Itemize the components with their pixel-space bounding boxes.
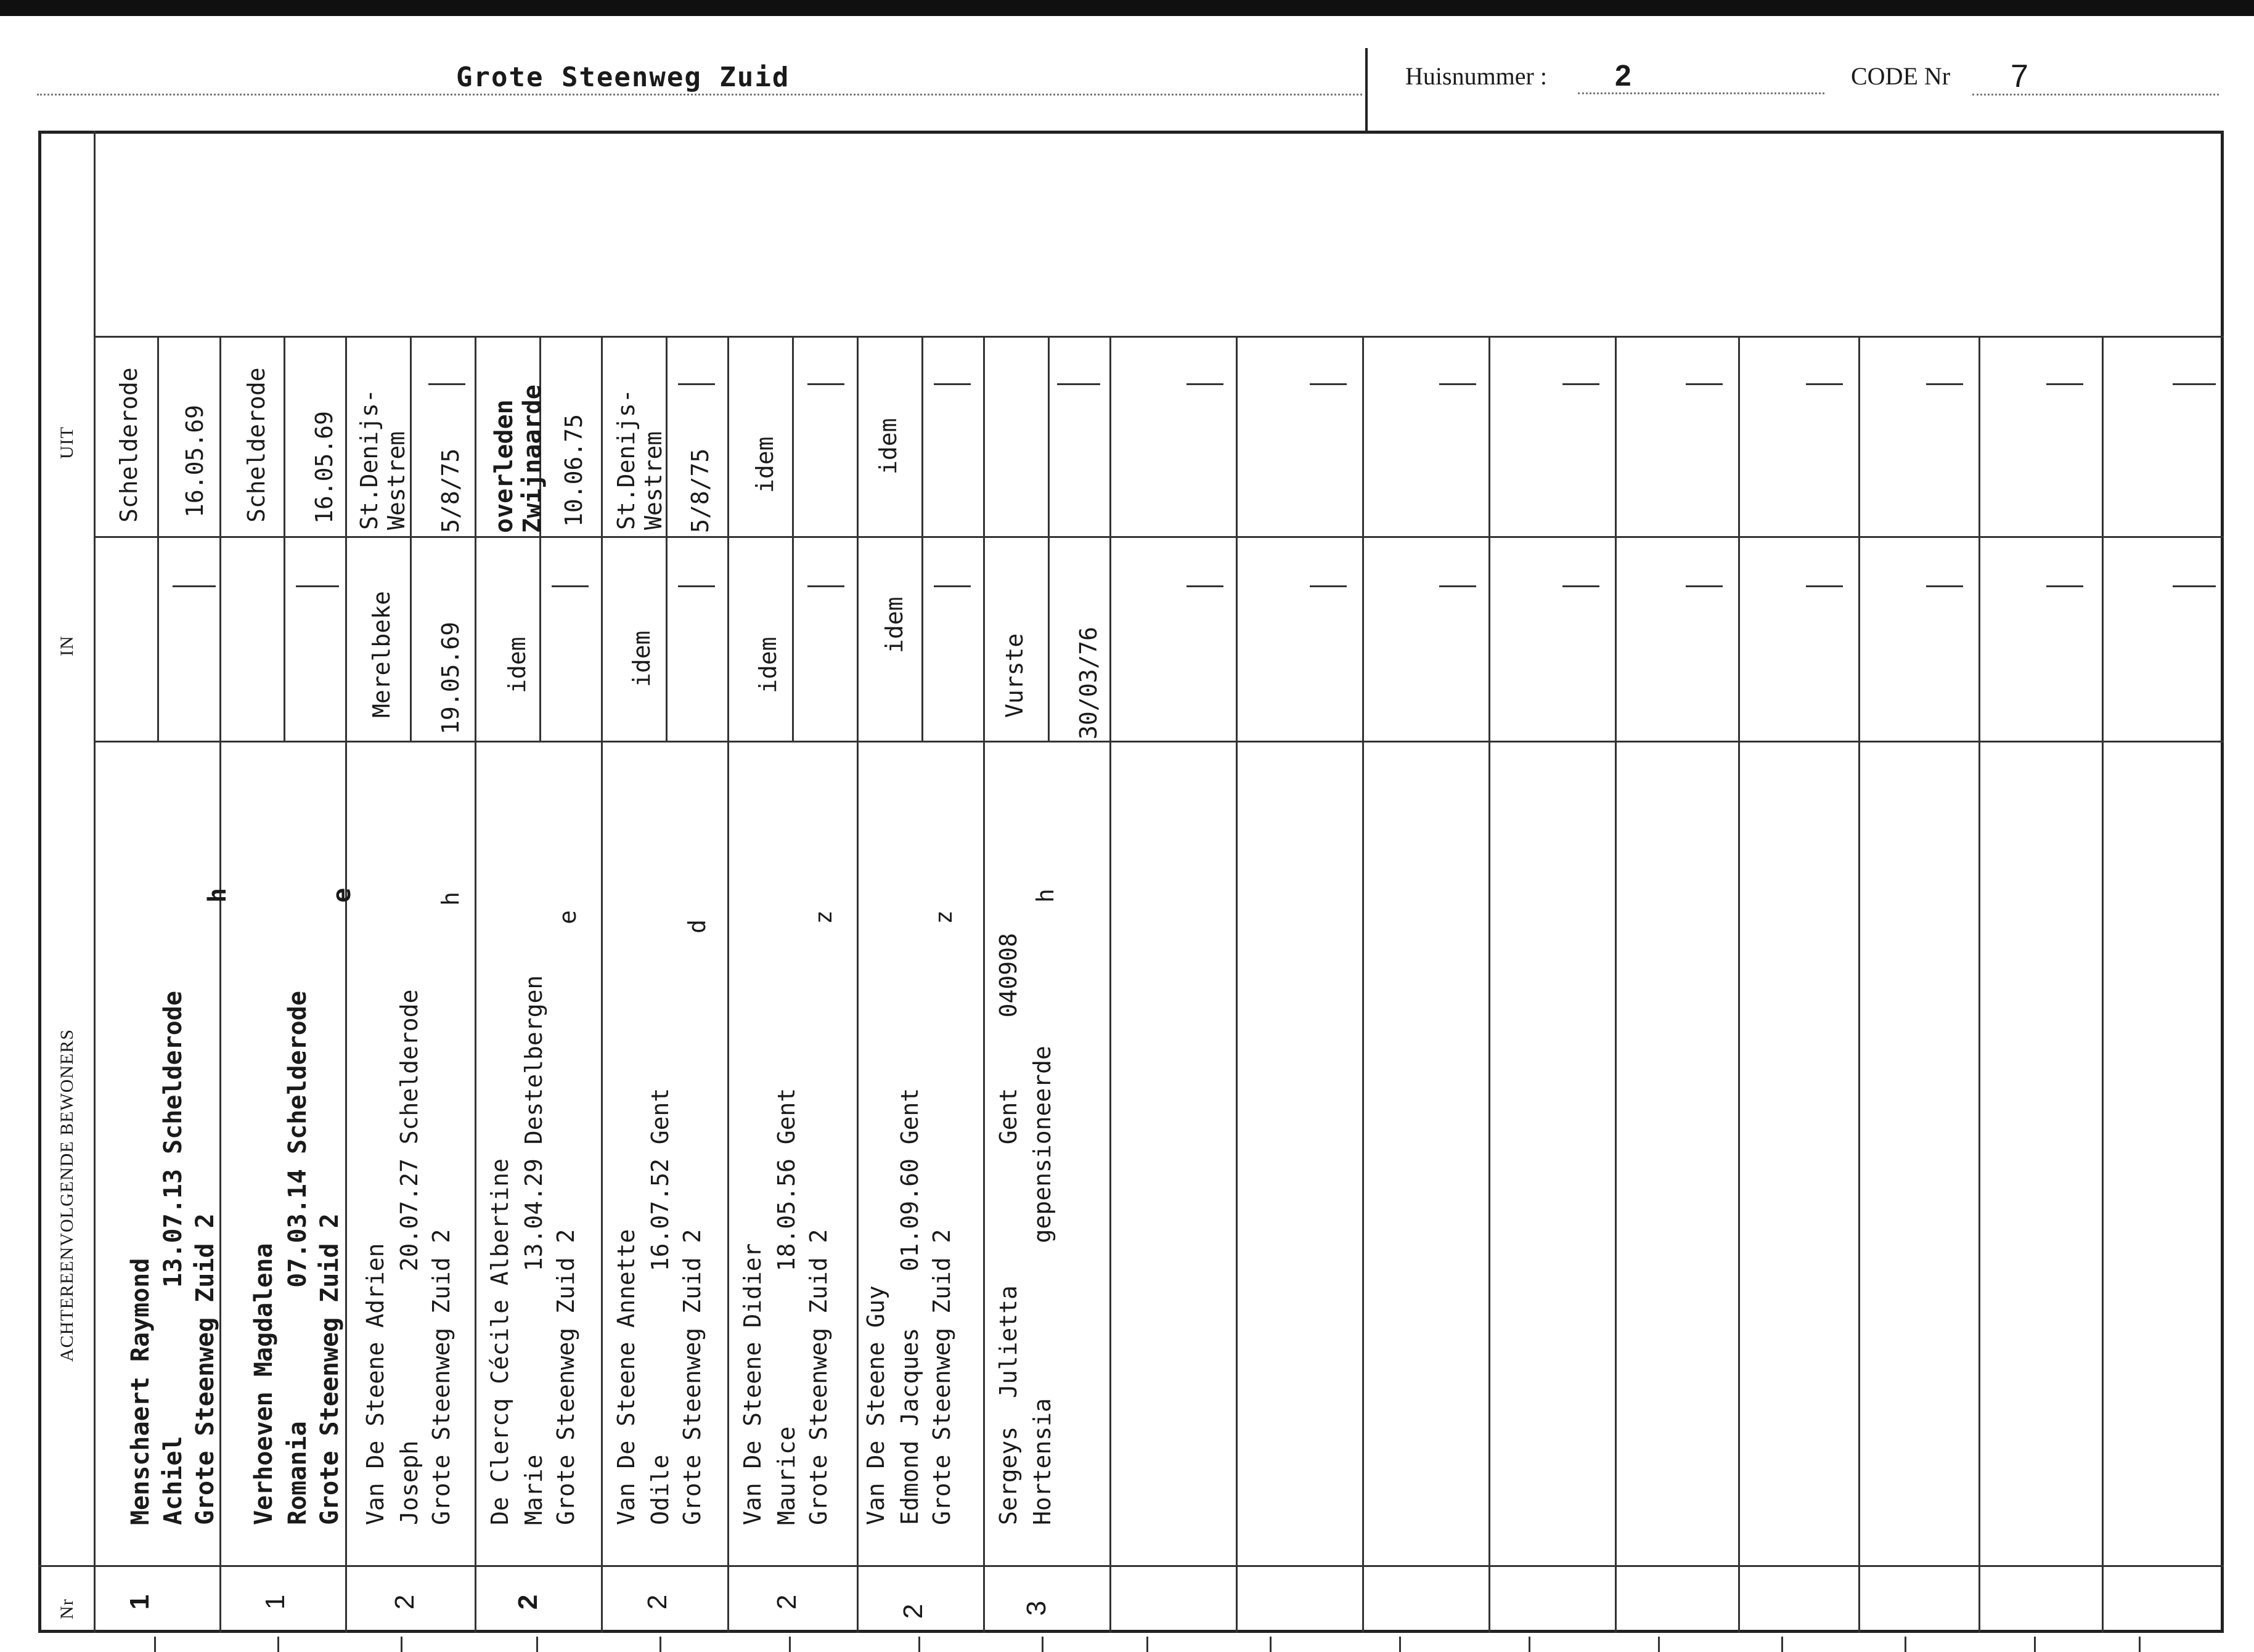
empty-dash	[934, 585, 971, 587]
code-label: CODE Nr	[1851, 62, 1951, 90]
resident-line-3: Grote Steenweg Zuid 2	[552, 1229, 579, 1525]
in-uit-divider	[94, 536, 2224, 538]
resident-line-2: Achiel 13.07.13 Schelderode	[159, 991, 187, 1525]
entry-nr: 2	[390, 1594, 420, 1610]
resident-mark: h	[1032, 889, 1059, 903]
column-header-nr: Nr	[57, 1598, 77, 1619]
in-residents-divider	[94, 741, 2224, 743]
cell-subdivider	[1048, 336, 1050, 741]
scan-top-edge	[0, 0, 2254, 16]
bottom-tick	[536, 1637, 538, 1652]
entry-nr: 2	[772, 1594, 802, 1610]
resident-line-1: De Clercq Cécile Albertine	[486, 1158, 513, 1525]
resident-line-3: Grote Steenweg Zuid 2	[316, 1213, 344, 1525]
resident-line-1: Menschaert Raymond	[126, 1258, 155, 1525]
bottom-tick	[1146, 1637, 1148, 1652]
column-line	[1615, 336, 1617, 1633]
column-line	[1109, 336, 1111, 1633]
in-place: Vurste	[1001, 633, 1028, 718]
uit-date: 10.06.75	[560, 413, 587, 527]
bottom-tick	[1270, 1637, 1272, 1652]
resident-line-2: Romania 07.03.14 Schelderode	[284, 991, 312, 1525]
in-date: 30/03/76	[1075, 626, 1102, 739]
uit-date: 16.05.69	[181, 404, 208, 518]
cell-subdivider	[284, 336, 285, 741]
empty-dash	[1439, 585, 1476, 587]
residents-nr-divider	[94, 1565, 2224, 1567]
resident-mark: d	[684, 919, 711, 934]
resident-line-1: Sergeys Julietta Gent 040908	[995, 933, 1022, 1525]
code-underline	[1972, 94, 2219, 96]
empty-dash	[678, 585, 715, 587]
column-line	[475, 336, 476, 1633]
column-line	[857, 336, 859, 1633]
empty-dash	[1686, 383, 1723, 385]
uit-date: 5/8/75	[687, 448, 714, 533]
uit-place: overleden Zwijnaarde	[490, 385, 547, 533]
column-line	[219, 336, 221, 1633]
uit-place: Schelderode	[115, 367, 142, 523]
empty-dash	[428, 383, 465, 385]
bottom-tick	[1529, 1637, 1530, 1652]
bottom-tick	[1399, 1637, 1401, 1652]
uit-place: idem	[751, 436, 778, 493]
empty-dash	[1186, 585, 1223, 587]
bottom-tick	[1781, 1637, 1783, 1652]
resident-line-1: Van De Steene Adrien	[362, 1243, 389, 1525]
cell-subdivider	[792, 336, 794, 741]
resident-mark: e	[554, 910, 581, 924]
resident-line-1: Van De Steene Didier	[739, 1243, 766, 1525]
resident-mark: h	[437, 892, 464, 906]
bottom-tick	[1905, 1637, 1906, 1652]
uit-place: Schelderode	[243, 367, 270, 523]
empty-dash	[1926, 383, 1963, 385]
empty-dash	[678, 383, 715, 385]
bottom-tick	[401, 1637, 402, 1652]
header-separator	[1365, 48, 1368, 131]
in-place: idem	[628, 630, 655, 687]
header-col-divider-nr	[38, 1565, 95, 1567]
cell-subdivider	[410, 336, 412, 741]
entry-nr: 3	[1021, 1600, 1052, 1616]
column-header-uit: UIT	[57, 426, 77, 459]
resident-line-2: Maurice 18.05.56 Gent	[773, 1088, 800, 1525]
column-line	[1362, 336, 1364, 1633]
uit-place: idem	[875, 418, 902, 474]
empty-dash	[2046, 383, 2083, 385]
empty-dash	[1806, 585, 1843, 587]
column-header-in: IN	[57, 635, 77, 656]
resident-line-2: Marie 13.04.29 Destelbergen	[520, 975, 547, 1525]
column-line	[1858, 336, 1860, 1633]
column-header-residents: ACHTEREENVOLGENDE BEWONERS	[57, 1028, 77, 1362]
empty-dash	[2173, 383, 2216, 385]
resident-line-3: Grote Steenweg Zuid 2	[679, 1229, 706, 1525]
bottom-tick	[1658, 1637, 1660, 1652]
empty-dash	[552, 585, 589, 587]
uit-date: 16.05.69	[311, 410, 338, 524]
bottom-tick	[789, 1637, 791, 1652]
resident-line-1: Verhoeven Magdalena	[250, 1243, 278, 1525]
empty-dash	[1686, 585, 1723, 587]
entry-nr: 2	[898, 1603, 929, 1619]
resident-line-1: Van De Steene Annette	[613, 1229, 640, 1525]
entry-nr: 2	[513, 1594, 544, 1610]
empty-dash	[1310, 585, 1347, 587]
in-place: idem	[504, 637, 531, 693]
bottom-tick	[2139, 1637, 2141, 1652]
empty-dash	[1057, 383, 1100, 385]
resident-mark: z	[810, 910, 837, 924]
resident-line-2: Joseph 20.07.27 Schelderode	[396, 989, 423, 1525]
empty-dash	[1310, 383, 1347, 385]
resident-line-1: Van De Steene Guy	[862, 1285, 889, 1525]
uit-place: St.Denijs- Westrem	[613, 389, 667, 530]
empty-dash	[1562, 383, 1599, 385]
resident-line-3: Grote Steenweg Zuid 2	[191, 1213, 219, 1525]
column-line	[727, 336, 729, 1633]
street-name: Grote Steenweg Zuid	[456, 62, 790, 93]
in-place: Merelbeke	[368, 591, 395, 718]
resident-line-3: Grote Steenweg Zuid 2	[805, 1229, 832, 1525]
empty-dash	[1926, 585, 1963, 587]
in-date: 19.05.69	[437, 621, 464, 734]
empty-dash	[296, 585, 339, 587]
code-number-value: 7	[2011, 59, 2028, 94]
bottom-tick	[918, 1637, 920, 1652]
empty-dash	[2046, 585, 2083, 587]
empty-dash	[1562, 585, 1599, 587]
empty-dash	[807, 383, 844, 385]
column-line	[1236, 336, 1238, 1633]
house-number-value: 2	[1615, 60, 1631, 92]
bottom-tick	[154, 1637, 156, 1652]
resident-line-2: Edmond Jacques 01.09.60 Gent	[896, 1088, 923, 1525]
bottom-tick	[659, 1637, 661, 1652]
entry-nr: 1	[260, 1594, 291, 1610]
in-place: idem	[754, 637, 782, 693]
column-line	[983, 336, 985, 1633]
resident-line-3: Grote Steenweg Zuid 2	[928, 1229, 955, 1525]
uit-top-line	[94, 336, 2224, 338]
resident-line-3: Grote Steenweg Zuid 2	[428, 1229, 455, 1525]
resident-mark: z	[930, 910, 957, 924]
resident-line-2: Hortensia gepensioneerde	[1029, 1046, 1056, 1525]
street-underline	[37, 94, 1362, 96]
empty-dash	[1439, 383, 1476, 385]
column-line	[345, 336, 347, 1633]
entry-nr: 2	[642, 1594, 673, 1610]
header-column-divider	[94, 131, 96, 1633]
empty-dash	[807, 585, 844, 587]
cell-subdivider	[921, 336, 923, 741]
in-place: idem	[881, 596, 908, 653]
bottom-tick	[1042, 1637, 1043, 1652]
bottom-tick	[277, 1637, 279, 1652]
uit-date: 5/8/75	[437, 448, 464, 533]
bottom-tick	[2034, 1637, 2036, 1652]
column-line	[1488, 336, 1490, 1633]
empty-dash	[173, 585, 216, 587]
empty-dash	[934, 383, 971, 385]
resident-line-2: Odile 16.07.52 Gent	[647, 1088, 674, 1525]
house-number-underline	[1578, 92, 1824, 94]
column-line	[1738, 336, 1740, 1633]
column-line	[1978, 336, 1980, 1633]
empty-dash	[2173, 585, 2216, 587]
resident-mark: h	[203, 887, 232, 903]
column-line	[601, 336, 603, 1633]
cell-subdivider	[157, 336, 159, 741]
entry-nr: 1	[125, 1594, 155, 1610]
uit-place: St.Denijs- Westrem	[356, 389, 410, 530]
empty-dash	[1806, 383, 1843, 385]
resident-mark: e	[328, 887, 356, 903]
column-line	[2102, 336, 2104, 1633]
empty-dash	[1186, 383, 1223, 385]
house-number-label: Huisnummer :	[1405, 62, 1547, 90]
